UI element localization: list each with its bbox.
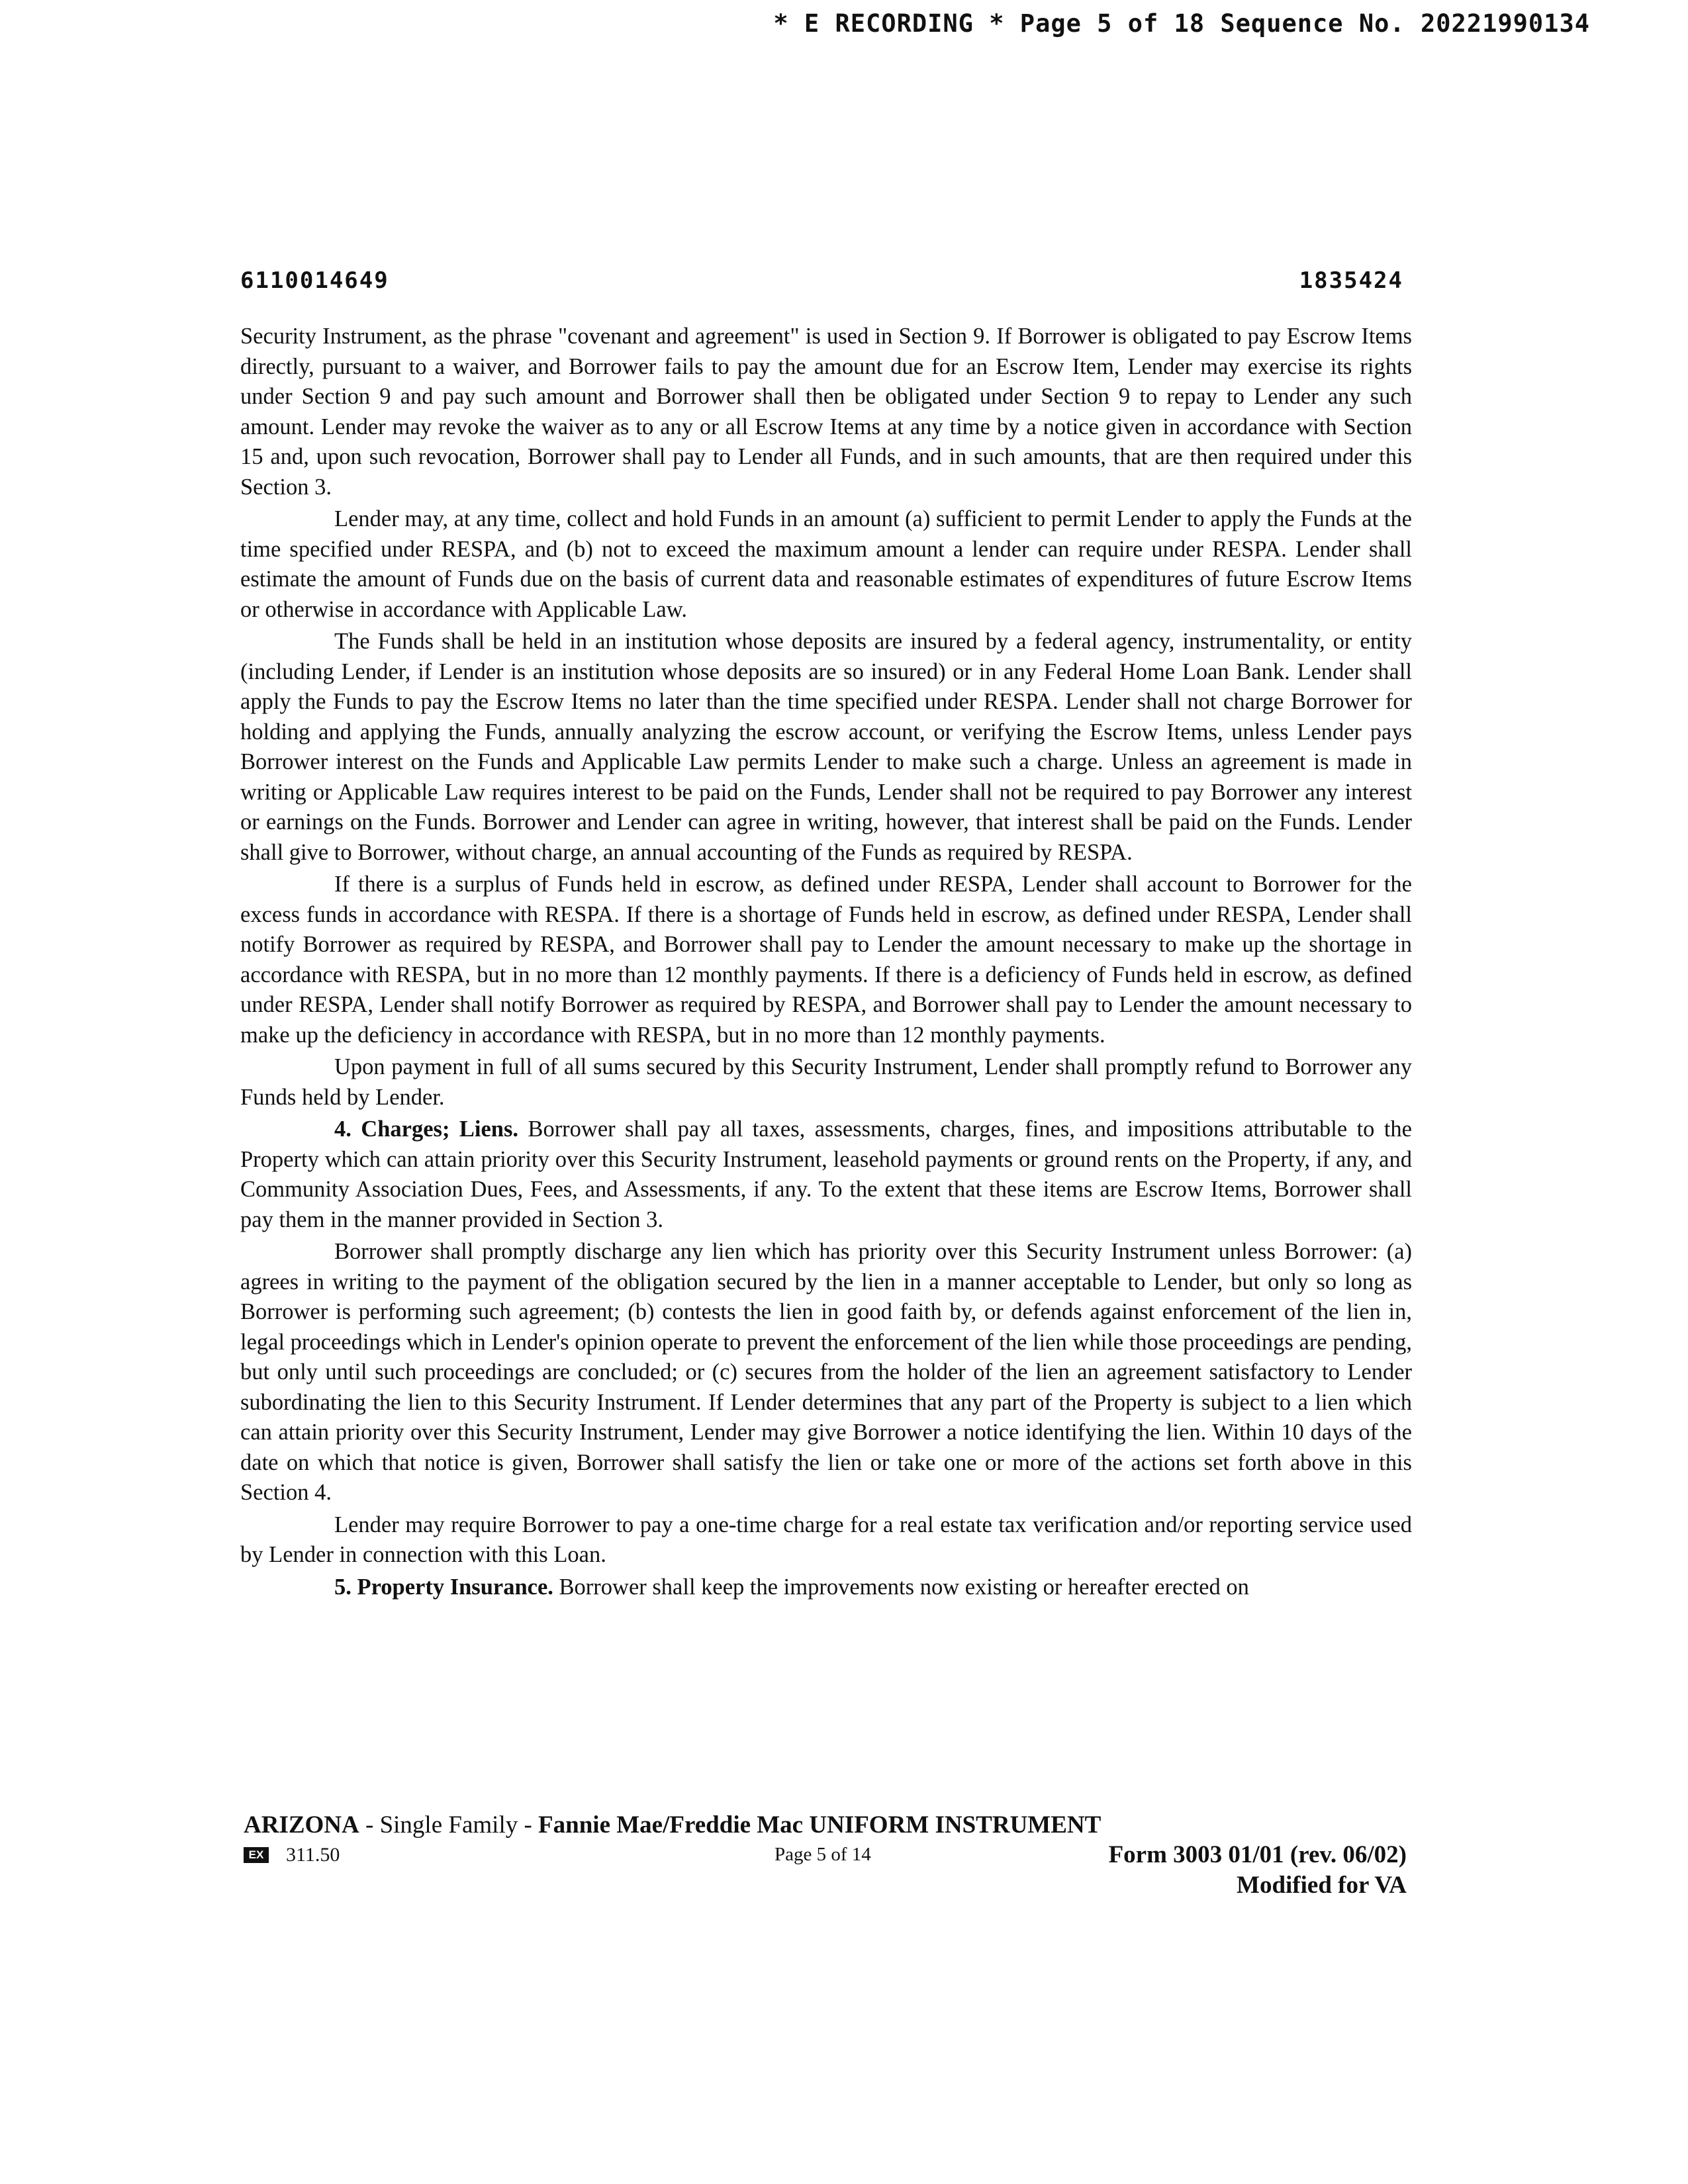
section-5-heading: 5. Property Insurance. xyxy=(334,1574,553,1600)
footer-page-number: Page 5 of 14 xyxy=(774,1844,871,1865)
paragraph-tax-verification: Lender may require Borrower to pay a one-time charge for a real estate tax verification and/or reporting service used by Lender in connection with this Loan. xyxy=(240,1512,1412,1567)
recording-stamp: * E RECORDING * Page 5 of 18 Sequence No. 20221990134 xyxy=(773,9,1590,38)
footer-instrument: Fannie Mae/Freddie Mac UNIFORM INSTRUMENT xyxy=(538,1811,1102,1839)
min-number: 1835424 xyxy=(1299,267,1403,294)
section-5-property-insurance xyxy=(240,1572,1412,1603)
paragraph-refund: Upon payment in full of all sums secured by this Security Instrument, Lender shall promptly refund to Borrower any Funds held by Lender. xyxy=(240,1054,1412,1110)
loan-number: 6110014649 xyxy=(240,267,389,294)
paragraph-escrow-waiver: Security Instrument, as the phrase "covenant and agreement" is used in Section 9. If Borrower is obligated to pay Escrow Items directly, pursuant to a waiver, and Borrower fails to pay the amount due for an Escrow Item, Lender may exercise its rights under Section 9 and pay such amount and Borrower shall then be obligated under Section 9 to repay to Lender any such amount. Lender may revoke the waiver as to any or all Escrow Items at any time by a notice given in accordance with Section 15 and, upon such revocation, Borrower shall pay to Lender all Funds, and in such amounts, that are then required under this Section 3. xyxy=(240,324,1412,500)
section-4-charges-liens xyxy=(240,1115,1412,1235)
footer-form-number: Form 3003 01/01 (rev. 06/02) xyxy=(1108,1841,1407,1868)
document-body xyxy=(240,322,1412,1604)
footer-modified: Modified for VA xyxy=(1237,1872,1407,1899)
section-5-text: Borrower shall keep the improvements now existing or hereafter erected on xyxy=(553,1574,1249,1600)
paragraph-discharge-lien: Borrower shall promptly discharge any lien which has priority over this Security Instrument unless Borrower: (a) agrees in writing to the payment of the obligation secured by the lien in a manner acceptable to Lender, but only so long as Borrower is performing such agreement; (b) contests the lien in good faith by, or defends against enforcement of the lien in, legal proceedings which in Lender's opinion operate to prevent the enforcement of the lien while those proceedings are pending, but only until such proceedings are concluded; or (c) secures from the holder of the lien an agreement satisfactory to Lender subordinating the lien to this Security Instrument. If Lender determines that any part of the Property is subject to a lien which can attain priority over this Security Instrument, Lender may give Borrower a notice identifying the lien. Within 10 days of the date on which that notice is given, Borrower shall satisfy the lien or take one or more of the actions set forth above in this Section 4. xyxy=(240,1239,1412,1505)
footer-separator: - Single Family - xyxy=(359,1811,539,1839)
footer-code-number: 311.50 xyxy=(286,1844,340,1866)
footer-instrument-line xyxy=(244,1811,1101,1839)
footer-form-block xyxy=(1109,1840,1407,1901)
paragraph-surplus-shortage: If there is a surplus of Funds held in escrow, as defined under RESPA, Lender shall account to Borrower for the excess funds in accordance with RESPA. If there is a shortage of Funds held in escrow, as defined under RESPA, Lender shall notify Borrower as required by RESPA, and Borrower shall pay to Lender the amount necessary to make up the shortage in accordance with RESPA, but in no more than 12 monthly payments. If there is a deficiency of Funds held in escrow, as defined under RESPA, Lender shall notify Borrower as required by RESPA, and Borrower shall pay to Lender the amount necessary to make up the deficiency in accordance with RESPA, but in no more than 12 monthly payments. xyxy=(240,872,1412,1048)
paragraph-funds-held: The Funds shall be held in an institution whose deposits are insured by a federal agency, instrumentality, or entity (including Lender, if Lender is an institution whose deposits are so insured) or in any Federal Home Loan Bank. Lender shall apply the Funds to pay the Escrow Items no later than the time specified under RESPA. Lender shall not charge Borrower for holding and applying the Funds, annually analyzing the escrow account, or verifying the Escrow Items, unless Lender pays Borrower interest on the Funds and Applicable Law permits Lender to make such a charge. Unless an agreement is made in writing or Applicable Law requires interest to be paid on the Funds, Lender shall not be required to pay Borrower any interest or earnings on the Funds. Borrower and Lender can agree in writing, however, that interest shall be paid on the Funds. Lender shall give to Borrower, without charge, an annual accounting of the Funds as required by RESPA. xyxy=(240,629,1412,865)
footer-state: ARIZONA xyxy=(244,1811,359,1839)
section-4-heading: 4. Charges; Liens. xyxy=(334,1116,519,1142)
footer-form-code xyxy=(244,1844,340,1866)
section-4-text: Borrower shall pay all taxes, assessments, charges, fines, and impositions attributable to the Property which can attain priority over this Security Instrument, leasehold payments or ground rents on the Property, if any, and Community Association Dues, Fees, and Assessments, if any. To the extent that these items are Escrow Items, Borrower shall pay them in the manner provided in Section 3. xyxy=(240,1116,1412,1232)
form-software-icon: EX xyxy=(244,1847,269,1863)
paragraph-collect-funds: Lender may, at any time, collect and hold Funds in an amount (a) sufficient to permit Lender to apply the Funds at the time specified under RESPA, and (b) not to exceed the maximum amount a lender can require under RESPA. Lender shall estimate the amount of Funds due on the basis of current data and reasonable estimates of expenditures of future Escrow Items or otherwise in accordance with Applicable Law. xyxy=(240,506,1412,622)
